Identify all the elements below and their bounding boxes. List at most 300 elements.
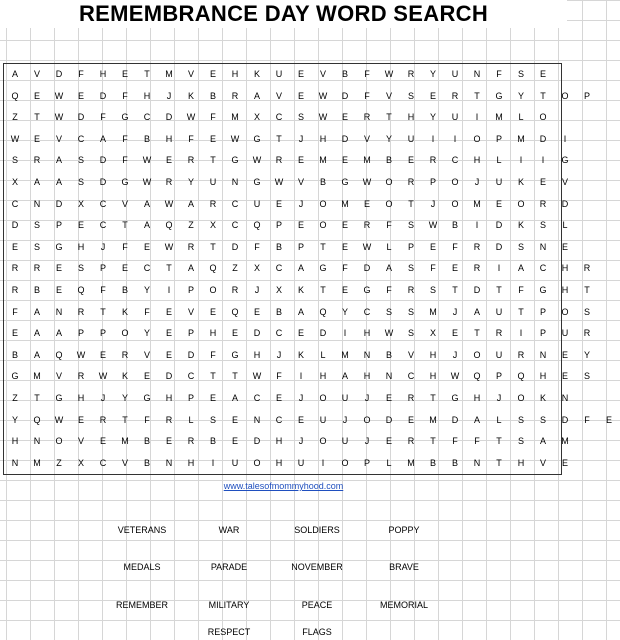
grid-letter: U — [561, 328, 569, 339]
grid-letter: X — [77, 457, 84, 468]
grid-letter: U — [209, 177, 217, 187]
grid-letter: Y — [187, 177, 194, 187]
grid-letter: Y — [429, 112, 436, 123]
grid-letter: R — [77, 371, 85, 382]
grid-letter: D — [561, 198, 569, 209]
grid-letter: U — [253, 198, 261, 209]
grid-letter: J — [254, 285, 260, 295]
grid-letter: B — [451, 220, 458, 231]
grid-letter: R — [363, 112, 371, 123]
grid-letter: C — [275, 414, 283, 425]
grid-letter: O — [55, 436, 63, 447]
grid-letter: R — [231, 285, 239, 295]
grid-letter: T — [430, 393, 436, 403]
grid-letter: W — [252, 155, 262, 166]
grid-letter: D — [341, 133, 349, 144]
grid-letter: K — [253, 69, 260, 79]
grid-letter: E — [297, 90, 304, 101]
grid-letter: Z — [56, 457, 62, 468]
grid-letter: I — [299, 371, 303, 382]
grid-letter: E — [55, 263, 62, 274]
grid-letter: G — [231, 155, 239, 166]
grid-letter: O — [385, 198, 393, 209]
grid-letter: E — [253, 306, 260, 317]
grid-letter: T — [518, 306, 524, 317]
word-list-item: PARADE — [210, 562, 248, 572]
grid-letter: H — [363, 371, 371, 382]
grid-letter: L — [386, 457, 392, 468]
grid-letter: E — [297, 220, 304, 231]
grid-letter: H — [561, 285, 569, 295]
grid-letter: O — [517, 198, 525, 209]
grid-letter: U — [341, 393, 349, 403]
grid-letter: Y — [583, 349, 590, 360]
grid-letter: T — [474, 90, 480, 101]
grid-letter: E — [33, 133, 40, 144]
grid-letter: D — [539, 133, 547, 144]
grid-letter: D — [473, 285, 481, 295]
grid-letter: I — [167, 285, 171, 295]
grid-letter: E — [341, 241, 348, 252]
grid-letter: I — [541, 155, 545, 166]
grid-letter: I — [563, 133, 567, 144]
grid-letter: E — [121, 69, 128, 79]
grid-letter: S — [77, 155, 84, 166]
grid-letter: H — [539, 371, 547, 382]
grid-letter: H — [165, 393, 173, 403]
word-list-item: MEDALS — [123, 562, 161, 572]
grid-letter: D — [561, 414, 569, 425]
grid-letter: R — [363, 220, 371, 231]
grid-letter: P — [495, 371, 502, 382]
grid-letter: R — [11, 263, 19, 274]
grid-letter: X — [429, 328, 436, 339]
grid-letter: N — [473, 457, 481, 468]
grid-letter: O — [319, 198, 327, 209]
grid-letter: R — [33, 263, 41, 274]
grid-letter: E — [385, 393, 392, 403]
grid-letter: K — [517, 177, 524, 187]
grid-letter: E — [297, 69, 304, 79]
grid-letter: F — [100, 285, 106, 295]
grid-letter: F — [254, 241, 260, 252]
grid-letter: E — [275, 198, 282, 209]
grid-letter: S — [407, 90, 414, 101]
grid-letter: F — [122, 133, 128, 144]
grid-letter: O — [319, 436, 327, 447]
grid-letter: P — [539, 306, 546, 317]
grid-letter: S — [517, 414, 524, 425]
grid-letter: J — [496, 393, 502, 403]
grid-letter: J — [298, 436, 304, 447]
grid-letter: A — [253, 90, 260, 101]
grid-letter: V — [121, 198, 128, 209]
grid-letter: C — [99, 457, 107, 468]
grid-letter: E — [165, 155, 172, 166]
word-list-item: SOLDIERS — [294, 525, 340, 535]
grid-letter: T — [452, 285, 458, 295]
grid-letter: M — [517, 133, 525, 144]
grid-letter: C — [11, 198, 19, 209]
grid-letter: U — [495, 306, 503, 317]
grid-letter: S — [517, 436, 524, 447]
grid-letter: E — [297, 414, 304, 425]
grid-letter: J — [452, 306, 458, 317]
grid-letter: W — [384, 69, 394, 79]
grid-letter: O — [451, 198, 459, 209]
grid-letter: T — [144, 69, 150, 79]
grid-letter: N — [473, 69, 481, 79]
grid-letter: H — [11, 436, 19, 447]
grid-letter: J — [100, 241, 106, 252]
grid-letter: R — [121, 349, 129, 360]
grid-letter: E — [561, 457, 568, 468]
grid-letter: S — [385, 306, 392, 317]
grid-letter: H — [407, 112, 415, 123]
grid-letter: R — [451, 90, 459, 101]
grid-letter: W — [362, 177, 372, 187]
grid-letter: W — [142, 177, 152, 187]
grid-letter: F — [474, 436, 480, 447]
grid-letter: T — [386, 112, 392, 123]
grid-letter: W — [76, 349, 86, 360]
grid-letter: Q — [209, 263, 217, 274]
grid-letter: O — [561, 306, 569, 317]
grid-letter: V — [187, 306, 194, 317]
grid-letter: H — [319, 371, 327, 382]
grid-letter: D — [341, 90, 349, 101]
grid-letter: F — [452, 241, 458, 252]
grid-letter: G — [319, 263, 327, 274]
grid-letter: R — [407, 285, 415, 295]
grid-letter: N — [33, 198, 41, 209]
grid-letter: W — [10, 133, 20, 144]
grid-letter: R — [187, 436, 195, 447]
website-link[interactable]: www.talesofmommyhood.com — [223, 481, 344, 491]
grid-letter: R — [187, 241, 195, 252]
grid-letter: B — [33, 285, 40, 295]
grid-letter: S — [407, 220, 414, 231]
grid-letter: O — [319, 220, 327, 231]
grid-letter: B — [143, 457, 150, 468]
grid-letter: P — [77, 328, 84, 339]
grid-letter: K — [297, 285, 304, 295]
grid-letter: M — [33, 457, 41, 468]
grid-letter: H — [429, 349, 437, 360]
grid-letter: L — [320, 349, 326, 360]
grid-letter: V — [407, 349, 414, 360]
grid-letter: A — [187, 263, 194, 274]
grid-letter: E — [539, 69, 546, 79]
grid-letter: E — [407, 155, 414, 166]
grid-letter: W — [54, 112, 64, 123]
grid-letter: G — [231, 349, 239, 360]
grid-letter: Q — [11, 90, 19, 101]
grid-letter: A — [231, 393, 238, 403]
word-list-item: NOVEMBER — [291, 562, 343, 572]
grid-letter: B — [319, 177, 326, 187]
grid-letter: E — [407, 414, 414, 425]
grid-letter: S — [539, 220, 546, 231]
grid-letter: T — [166, 263, 172, 274]
grid-letter: E — [451, 328, 458, 339]
grid-letter: T — [210, 371, 216, 382]
grid-letter: H — [165, 133, 173, 144]
grid-letter: S — [77, 263, 84, 274]
grid-letter: A — [55, 155, 62, 166]
grid-letter: O — [209, 285, 217, 295]
word-list-item: VETERANS — [117, 525, 167, 535]
grid-letter: Q — [231, 306, 239, 317]
grid-letter: N — [539, 349, 547, 360]
grid-letter: I — [497, 263, 501, 274]
grid-letter: M — [341, 349, 349, 360]
grid-letter: W — [318, 112, 328, 123]
grid-letter: J — [452, 349, 458, 360]
grid-letter: H — [319, 133, 327, 144]
grid-letter: R — [33, 155, 41, 166]
grid-letter: M — [495, 112, 503, 123]
grid-letter: F — [584, 414, 590, 425]
grid-letter: T — [474, 328, 480, 339]
grid-letter: K — [121, 371, 128, 382]
grid-letter: R — [77, 306, 85, 317]
grid-letter: N — [33, 436, 41, 447]
grid-letter: H — [209, 328, 217, 339]
grid-letter: U — [451, 112, 459, 123]
grid-letter: Q — [253, 220, 261, 231]
grid-letter: P — [297, 241, 304, 252]
grid-letter: R — [231, 90, 239, 101]
grid-letter: A — [33, 328, 40, 339]
grid-letter: I — [211, 457, 215, 468]
grid-letter: P — [99, 263, 106, 274]
grid-letter: W — [98, 371, 108, 382]
grid-letter: E — [341, 220, 348, 231]
word-list-item: PEACE — [301, 600, 333, 610]
grid-letter: R — [539, 198, 547, 209]
grid-letter: F — [386, 220, 392, 231]
grid-letter: N — [363, 349, 371, 360]
grid-letter: U — [231, 457, 239, 468]
grid-letter: W — [318, 90, 328, 101]
grid-letter: H — [561, 263, 569, 274]
grid-letter: V — [319, 69, 326, 79]
grid-letter: F — [496, 69, 502, 79]
grid-letter: S — [33, 241, 40, 252]
grid-letter: D — [55, 69, 63, 79]
grid-letter: O — [363, 414, 371, 425]
grid-letter: J — [430, 198, 436, 209]
grid-letter: E — [209, 133, 216, 144]
grid-letter: W — [164, 198, 174, 209]
grid-letter: C — [275, 328, 283, 339]
grid-letter: A — [385, 263, 392, 274]
grid-letter: H — [77, 393, 85, 403]
grid-letter: U — [495, 349, 503, 360]
grid-letter: H — [517, 457, 525, 468]
grid-letter: R — [407, 177, 415, 187]
grid-letter: U — [407, 133, 415, 144]
grid-letter: C — [363, 306, 371, 317]
grid-letter: V — [539, 457, 546, 468]
grid-letter: B — [275, 241, 282, 252]
grid-letter: W — [164, 241, 174, 252]
grid-letter: Z — [232, 263, 238, 274]
grid-letter: E — [99, 436, 106, 447]
grid-letter: D — [99, 155, 107, 166]
grid-letter: C — [253, 393, 261, 403]
grid-letter: S — [407, 328, 414, 339]
grid-letter: E — [165, 328, 172, 339]
grid-letter: I — [453, 133, 457, 144]
word-list-item: MEMORIAL — [379, 600, 428, 610]
grid-letter: G — [561, 155, 569, 166]
word-list-item: WAR — [218, 525, 240, 535]
grid-letter: W — [274, 177, 284, 187]
grid-letter: R — [11, 285, 19, 295]
grid-letter: A — [33, 349, 40, 360]
grid-letter: C — [407, 371, 415, 382]
grid-letter: D — [55, 198, 63, 209]
grid-letter: W — [362, 241, 372, 252]
grid-letter: N — [165, 457, 173, 468]
grid-letter: X — [253, 112, 260, 123]
page-title: REMEMBRANCE DAY WORD SEARCH — [78, 1, 489, 26]
grid-letter: R — [187, 155, 195, 166]
grid-letter: G — [11, 371, 19, 382]
grid-letter: P — [187, 285, 194, 295]
grid-letter: Q — [165, 220, 173, 231]
grid-letter: Y — [385, 133, 392, 144]
grid-letter: Z — [12, 112, 18, 123]
grid-letter: D — [77, 112, 85, 123]
grid-letter: Q — [33, 414, 41, 425]
grid-letter: E — [165, 349, 172, 360]
grid-letter: E — [99, 349, 106, 360]
grid-letter: S — [517, 241, 524, 252]
grid-letter: T — [496, 457, 502, 468]
grid-letter: B — [275, 306, 282, 317]
grid-letter: O — [473, 133, 481, 144]
grid-letter: E — [33, 90, 40, 101]
grid-letter: T — [210, 241, 216, 252]
grid-letter: S — [583, 306, 590, 317]
grid-letter: U — [451, 69, 459, 79]
grid-letter: V — [55, 371, 62, 382]
grid-letter: Q — [473, 371, 481, 382]
grid-letter: I — [343, 328, 347, 339]
grid-letter: X — [253, 263, 260, 274]
grid-letter: L — [386, 241, 392, 252]
grid-letter: Q — [55, 349, 63, 360]
grid-letter: Y — [341, 306, 348, 317]
grid-letter: D — [253, 436, 261, 447]
grid-letter: A — [143, 198, 150, 209]
word-list-item: FLAGS — [302, 627, 332, 637]
grid-letter: F — [188, 133, 194, 144]
grid-letter: E — [209, 393, 216, 403]
grid-letter: E — [451, 263, 458, 274]
grid-letter: M — [33, 371, 41, 382]
grid-letter: R — [165, 414, 173, 425]
grid-letter: D — [99, 177, 107, 187]
grid-letter: G — [55, 393, 63, 403]
grid-letter: H — [231, 69, 239, 79]
grid-letter: A — [517, 263, 524, 274]
grid-letter: M — [407, 457, 415, 468]
grid-letter: N — [11, 457, 19, 468]
grid-letter: A — [473, 414, 480, 425]
grid-letter: P — [495, 133, 502, 144]
grid-letter: N — [253, 414, 261, 425]
grid-letter: F — [144, 306, 150, 317]
grid-letter: O — [517, 393, 525, 403]
grid-letter: E — [77, 220, 84, 231]
grid-letter: J — [364, 393, 370, 403]
grid-letter: B — [451, 457, 458, 468]
grid-letter: D — [231, 241, 239, 252]
grid-letter: E — [297, 155, 304, 166]
grid-letter: S — [209, 414, 216, 425]
grid-letter: C — [451, 155, 459, 166]
grid-letter: X — [209, 220, 216, 231]
grid-letter: T — [540, 90, 546, 101]
grid-letter: C — [143, 112, 151, 123]
grid-letter: U — [495, 177, 503, 187]
grid-letter: P — [539, 328, 546, 339]
grid-letter: M — [341, 198, 349, 209]
grid-letter: R — [495, 328, 503, 339]
grid-letter: O — [341, 457, 349, 468]
grid-letter: D — [319, 328, 327, 339]
grid-letter: K — [517, 220, 524, 231]
grid-letter: V — [121, 457, 128, 468]
grid-letter: A — [33, 306, 40, 317]
grid-letter: I — [431, 133, 435, 144]
grid-letter: U — [341, 436, 349, 447]
grid-letter: I — [475, 220, 479, 231]
grid-letter: E — [209, 69, 216, 79]
grid-letter: A — [539, 436, 546, 447]
grid-letter: T — [100, 306, 106, 317]
grid-letter: W — [230, 133, 240, 144]
grid-letter: B — [143, 436, 150, 447]
grid-letter: A — [297, 306, 304, 317]
grid-letter: F — [452, 436, 458, 447]
grid-letter: A — [33, 177, 40, 187]
grid-letter: E — [231, 436, 238, 447]
grid-letter: T — [34, 393, 40, 403]
grid-letter: Y — [429, 69, 436, 79]
grid-letter: G — [451, 393, 459, 403]
grid-letter: S — [77, 177, 84, 187]
grid-letter: H — [363, 328, 371, 339]
grid-letter: K — [187, 90, 194, 101]
grid-letter: W — [384, 328, 394, 339]
grid-letter: T — [122, 414, 128, 425]
grid-letter: R — [473, 241, 481, 252]
grid-letter: L — [496, 414, 502, 425]
grid-letter: T — [320, 285, 326, 295]
grid-letter: C — [275, 112, 283, 123]
grid-letter: C — [187, 371, 195, 382]
grid-letter: V — [55, 133, 62, 144]
grid-letter: O — [561, 90, 569, 101]
grid-letter: T — [408, 198, 414, 209]
grid-letter: S — [297, 112, 304, 123]
grid-letter: T — [320, 241, 326, 252]
